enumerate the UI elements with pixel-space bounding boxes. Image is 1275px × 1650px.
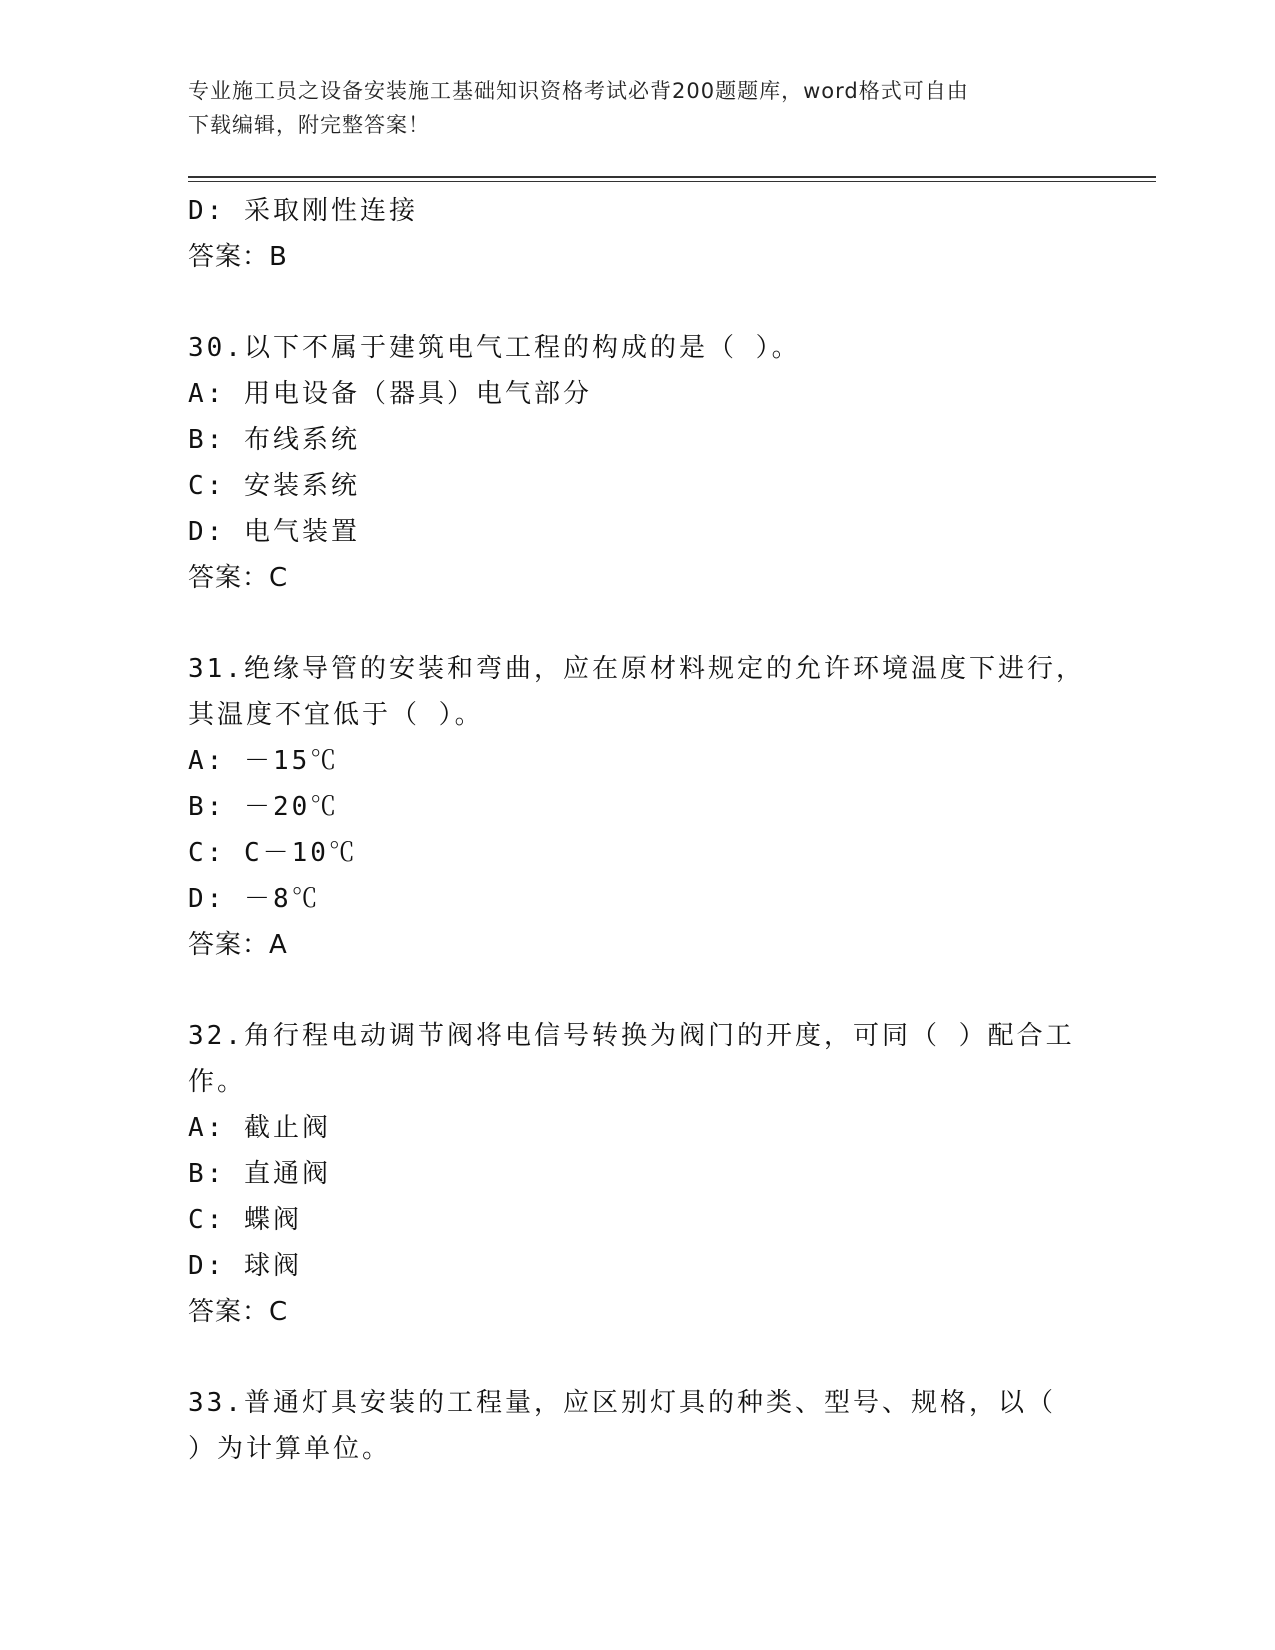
option-a: A: －15℃ [188,746,340,776]
spacer [188,968,1088,1013]
option-a: A: 截止阀 [188,1113,331,1143]
question-31 [188,646,1088,968]
answer-line: 答案：A [188,930,288,960]
question-29-tail [188,188,1088,280]
spacer [188,280,1088,325]
option-d: D: 球阀 [188,1251,302,1281]
option-d: D: －8℃ [188,884,321,914]
spacer [188,1335,1088,1380]
question-33 [188,1380,1088,1472]
spacer [188,601,1088,646]
question-stem-line-1: 32.角行程电动调节阀将电信号转换为阀门的开度，可同（ ）配合工 [188,1021,1075,1051]
option-d: D: 采取刚性连接 [188,196,418,226]
option-a: A: 用电设备（器具）电气部分 [188,379,592,409]
question-stem: 30.以下不属于建筑电气工程的构成的是（ ）。 [188,333,801,363]
question-stem-line-2: 作。 [188,1067,247,1097]
option-d: D: 电气装置 [188,517,360,547]
answer-line: 答案：C [188,1297,289,1327]
header-line-1: 专业施工员之设备安装施工基础知识资格考试必背200题题库，word格式可自由 [188,79,969,103]
option-c: C: 安装系统 [188,471,360,501]
option-b: B: 直通阀 [188,1159,331,1189]
document-header [188,74,1088,142]
option-c: C: C－10℃ [188,838,358,868]
question-30 [188,325,1088,601]
option-b: B: 布线系统 [188,425,360,455]
answer-line: 答案：C [188,563,289,593]
header-divider-thick [188,176,1156,178]
question-stem-line-2: 其温度不宜低于（ ）。 [188,700,484,730]
option-c: C: 蝶阀 [188,1205,302,1235]
question-stem-line-1: 31.绝缘导管的安装和弯曲，应在原材料规定的允许环境温度下进行， [188,654,1085,684]
option-b: B: －20℃ [188,792,340,822]
answer-line: 答案：B [188,242,288,272]
question-32 [188,1013,1088,1335]
header-line-2: 下载编辑，附完整答案！ [188,113,430,137]
header-divider-thin [188,181,1156,182]
document-body [188,188,1088,1472]
question-stem-line-1: 33.普通灯具安装的工程量，应区别灯具的种类、型号、规格，以（ [188,1388,1056,1418]
question-stem-line-2: ）为计算单位。 [188,1434,392,1464]
